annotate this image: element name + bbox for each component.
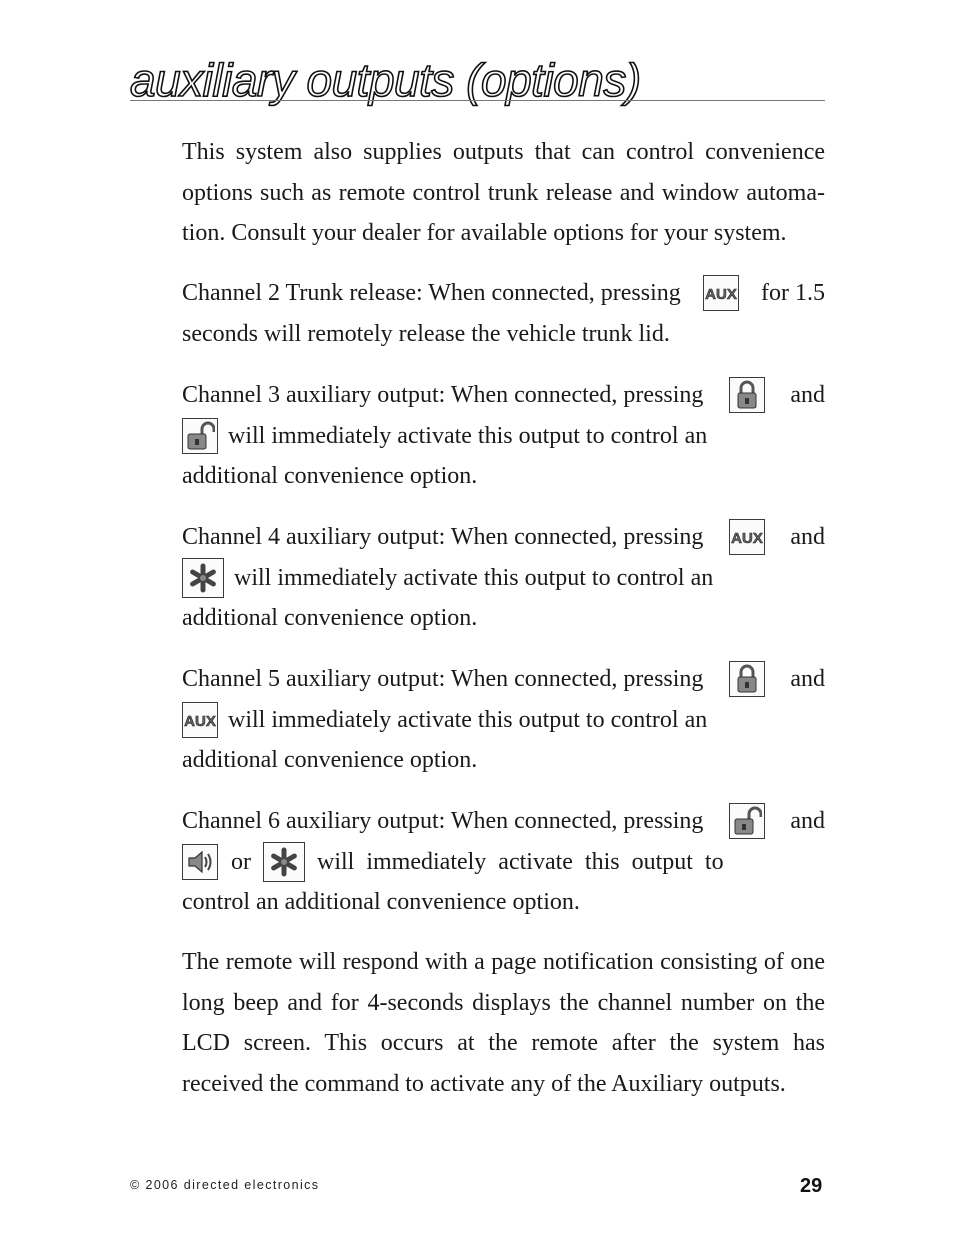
aux-icon [703,275,739,311]
channel-3-line-3 [182,456,825,497]
channel-2-text: Channel 2 Trunk release: When connected, pressing [182,280,681,306]
channel-4-text: Channel 4 auxiliary output: When connected, pressing [182,524,704,550]
svg-text:AUX: AUX [184,712,216,730]
channel-3-text: Channel 3 auxiliary output: When connected, pressing [182,382,704,408]
aux-icon [729,519,765,555]
channel-5-line-2 [182,700,825,741]
channel-4-line-3 [182,598,825,639]
asterisk-icon [263,842,305,882]
channel-4-line-1 [182,517,825,558]
channel-4-section [182,517,825,639]
unlock-icon [729,803,765,839]
channel-3-and: and [790,382,825,408]
unlock-icon [182,418,218,454]
channel-3-text-2: will immediately activate this output to control an [228,422,708,449]
channel-2-text-2: seconds will remotely release the vehicle trunk lid. [182,320,670,347]
channel-2-section [182,273,825,354]
svg-text:AUX: AUX [705,286,737,304]
channel-6-text-2: will immediately activate this output to [317,848,724,875]
channel-3-text-3: additional convenience option. [182,463,478,489]
title-rule [130,100,825,101]
channel-4-line-2 [182,558,825,599]
channel-5-text-3: additional convenience option. [182,747,478,773]
channel-6-or: or [231,848,251,875]
channel-6-line-3 [182,882,825,923]
channel-6-section [182,801,825,923]
channel-6-text-3: control an additional convenience option. [182,889,580,915]
lock-icon [729,661,765,697]
channel-2-text-after: for 1.5 [761,280,825,306]
closing-paragraph: The remote will respond with a page notification consisting of one long beep and for 4-seconds displays the channel number on the LCD screen. This occurs at the remote after the system has received the command to activate any of the Auxiliary outputs. [182,949,825,1097]
channel-2-line-2 [182,314,825,355]
speaker-icon [182,844,218,880]
page-number: 29 [800,1175,823,1197]
channel-6-line-2 [182,842,825,883]
channel-6-line-1 [182,801,825,842]
lock-icon [729,377,765,413]
channel-4-and: and [790,524,825,550]
intro-paragraph: This system also supplies outputs that can control convenience options such as remote control trunk release and window automa-tion. Consult your dealer for available options for your system. [182,139,825,246]
copyright-footer: © 2006 directed electronics [130,1178,320,1192]
channel-3-line-1 [182,375,825,416]
channel-5-section [182,659,825,781]
intro-section [182,132,825,254]
channel-4-text-2: will immediately activate this output to control an [234,564,714,591]
channel-5-text-2: will immediately activate this output to control an [228,706,708,733]
channel-2-line-1 [182,273,825,314]
asterisk-icon [182,558,224,598]
channel-3-section [182,375,825,497]
closing-section [182,942,825,1104]
channel-4-text-3: additional convenience option. [182,605,478,631]
channel-6-and: and [790,808,825,834]
svg-text:AUX: AUX [731,530,763,548]
channel-5-line-3 [182,740,825,781]
page-title: auxiliary outputs (options) [130,54,641,106]
channel-5-line-1 [182,659,825,700]
channel-5-and: and [790,666,825,692]
channel-5-text: Channel 5 auxiliary output: When connected, pressing [182,666,704,692]
channel-3-line-2 [182,416,825,457]
aux-icon [182,702,218,738]
channel-6-text: Channel 6 auxiliary output: When connected, pressing [182,808,704,834]
